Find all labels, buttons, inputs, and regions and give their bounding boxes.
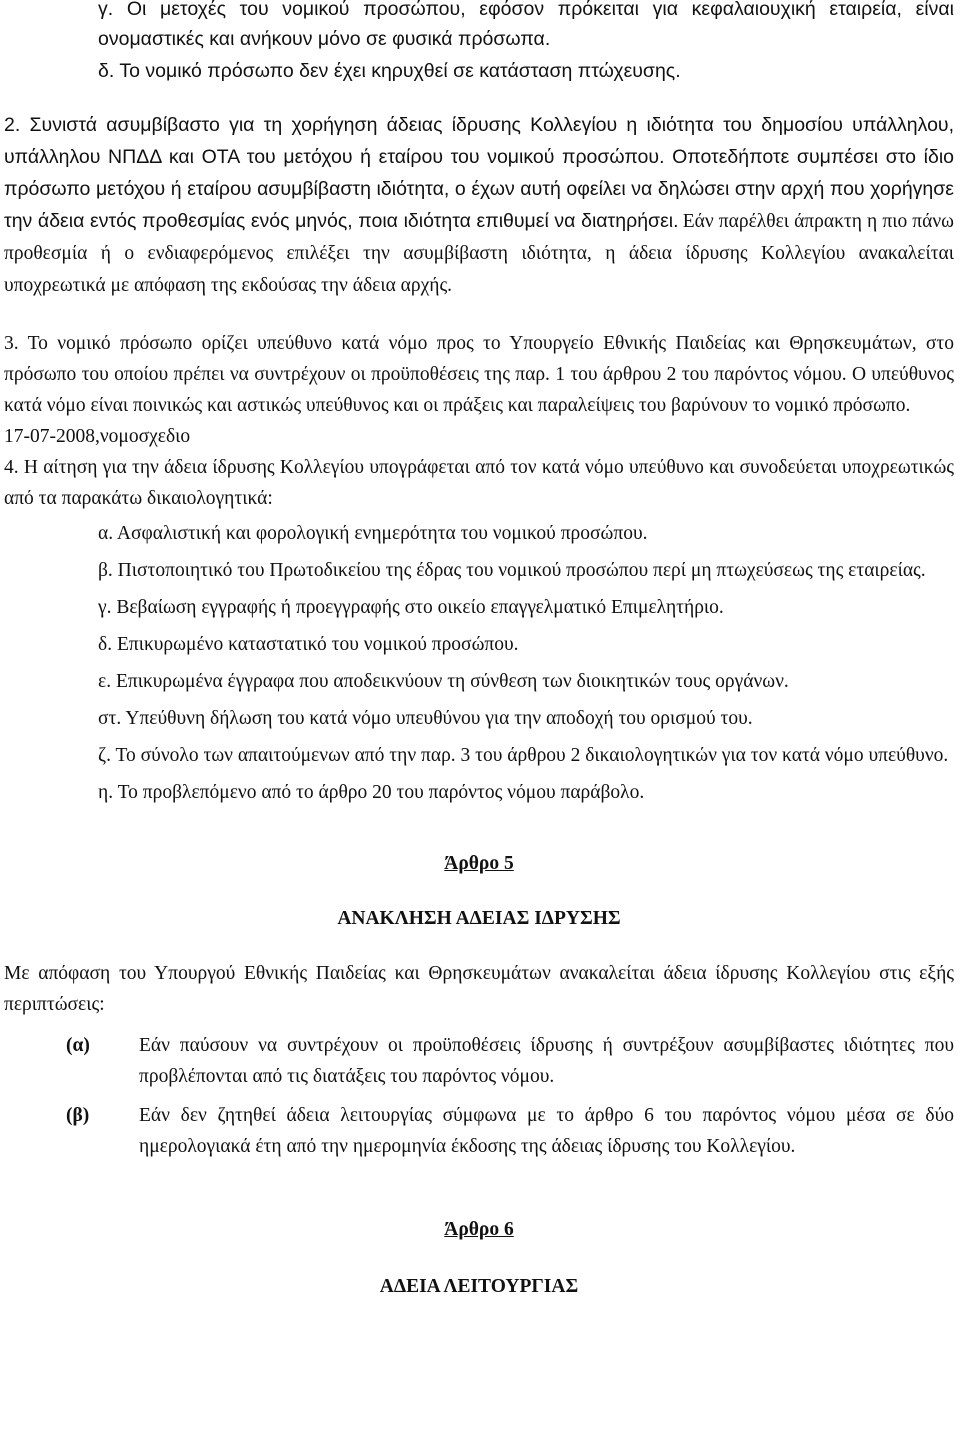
article-6-number bbox=[4, 1214, 954, 1245]
article-6-number-text: Άρθρο 6 bbox=[444, 1219, 514, 1240]
case-label: (β) bbox=[66, 1105, 90, 1126]
paragraph-4: 4. Η αίτηση για την άδεια ίδρυσης Κολλεγίου υπογράφεται από τον κατά νόμο υπεύθυνο και συνοδεύεται υποχρεωτικώς από τα παρακάτω δικαιολογητικά: bbox=[4, 457, 954, 509]
documents-list bbox=[4, 518, 954, 808]
article-5-number-text: Άρθρο 5 bbox=[444, 853, 514, 874]
document-item-d: δ. Επικυρωμένο καταστατικό του νομικού προσώπου. bbox=[98, 634, 519, 655]
document-item-z: ζ. Το σύνολο των απαιτούμενων από την παρ. 3 του άρθρου 2 δικαιολογητικών για τον κατά νόμο υπεύθυνο. bbox=[98, 745, 949, 766]
paragraph-2-end: Εάν παρέλθει άπρακτη η πιο πάνω προθεσμία ή ο ενδιαφερόμενος επιλέξει την ασυμβίβαστη ιδιότητα, η άδεια ίδρυσης Κολλεγίου ανακαλείται υποχρεωτικά με απόφαση της εκδούσας την άδεια αρχής. bbox=[4, 211, 954, 296]
article-6-title: ΑΔΕΙΑ ΛΕΙΤΟΥΡΓΙΑΣ bbox=[379, 1276, 579, 1297]
article-5-case-b bbox=[4, 1100, 954, 1162]
intro-item-g: γ. Οι μετοχές του νομικού προσώπου, εφόσον πρόκειται για κεφαλαιουχική εταιρεία, είναι ονομαστικές και ανήκουν μόνο σε φυσικά πρόσωπα. bbox=[98, 0, 954, 50]
document-item-a: α. Ασφαλιστική και φορολογική ενημερότητα του νομικού προσώπου. bbox=[98, 523, 648, 544]
document-item-c: γ. Βεβαίωση εγγραφής ή προεγγραφής στο οικείο επαγγελματικό Επιμελητήριο. bbox=[98, 597, 724, 618]
case-text: Εάν δεν ζητηθεί άδεια λειτουργίας σύμφωνα με το άρθρο 6 του παρόντος νόμου μέσα σε δύο ημερολογιακά έτη από την ημερομηνία έκδοσης της άδειας ίδρυσης του Κολλεγίου. bbox=[139, 1105, 954, 1157]
article-5-case-a bbox=[4, 1030, 954, 1092]
document-item-b: β. Πιστοποιητικό του Πρωτοδικείου της έδρας του νομικού προσώπου περί μη πτωχεύσεως της εταιρείας. bbox=[98, 560, 926, 581]
paragraph-3: 3. Το νομικό πρόσωπο ορίζει υπεύθυνο κατά νόμο προς το Υπουργείο Εθνικής Παιδείας και Θρησκευμάτων, στο πρόσωπο του οποίου πρέπει να συντρέχουν οι προϋποθέσεις της παρ. 1 του άρθρου 2 του παρόντος νόμου. Ο υπεύθυνος κατά νόμο είναι ποινικώς και αστικώς υπεύθυνος και οι πράξεις και παραλείψεις του βαρύνουν το νομικό πρόσωπο. bbox=[4, 333, 954, 416]
intro-item-d: δ. Το νομικό πρόσωπο δεν έχει κηρυχθεί σε κατάσταση πτώχευσης. bbox=[98, 60, 681, 82]
article-5-intro: Με απόφαση του Υπουργού Εθνικής Παιδείας και Θρησκευμάτων ανακαλείται άδεια ίδρυσης Κολλεγίου στις εξής περιπτώσεις: bbox=[4, 963, 954, 1015]
draft-note: 17-07-2008,νομοσχεδιο bbox=[4, 426, 191, 447]
paragraph-2 bbox=[4, 110, 954, 302]
document-item-h: η. Το προβλεπόμενο από το άρθρο 20 του παρόντος νόμου παράβολο. bbox=[98, 782, 645, 803]
paragraph-2-main: 2. Συνιστά ασυμβίβαστο για τη χορήγηση άδειας ίδρυσης Κολλεγίου η ιδιότητα του δημοσίου υπάλληλου, υπάλληλου ΝΠΔΔ και ΟΤΑ του μετόχου ή εταίρου του νομικού προσώπου. Οποτεδήποτε συμπέσει στο ίδιο πρόσωπο μετόχου ή εταίρου ασυμβίβαστη ιδιότητα, ο έχων αυτή οφείλει να δηλώσει στην αρχή που χορήγησε την άδεια εντός προθεσμίας ενός μηνός, ποια ιδιότητα επιθυμεί να διατηρήσει. bbox=[4, 114, 954, 232]
case-label: (α) bbox=[66, 1035, 90, 1056]
document-item-st: στ. Υπεύθυνη δήλωση του κατά νόμο υπευθύνου για την αποδοχή του ορισμού του. bbox=[98, 708, 753, 729]
case-text: Εάν παύσουν να συντρέχουν οι προϋποθέσεις ίδρυσης ή συντρέξουν ασυμβίβαστες ιδιότητες που προβλέπονται από τις διατάξεις του παρόντος νόμου. bbox=[139, 1035, 954, 1087]
document-item-e: ε. Επικυρωμένα έγγραφα που αποδεικνύουν τη σύνθεση των διοικητικών τους οργάνων. bbox=[98, 671, 789, 692]
article-5-number bbox=[4, 848, 954, 879]
document-page bbox=[4, 0, 954, 1302]
article-5-title: ΑΝΑΚΛΗΣΗ ΑΔΕΙΑΣ ΙΔΡΥΣΗΣ bbox=[337, 908, 621, 929]
